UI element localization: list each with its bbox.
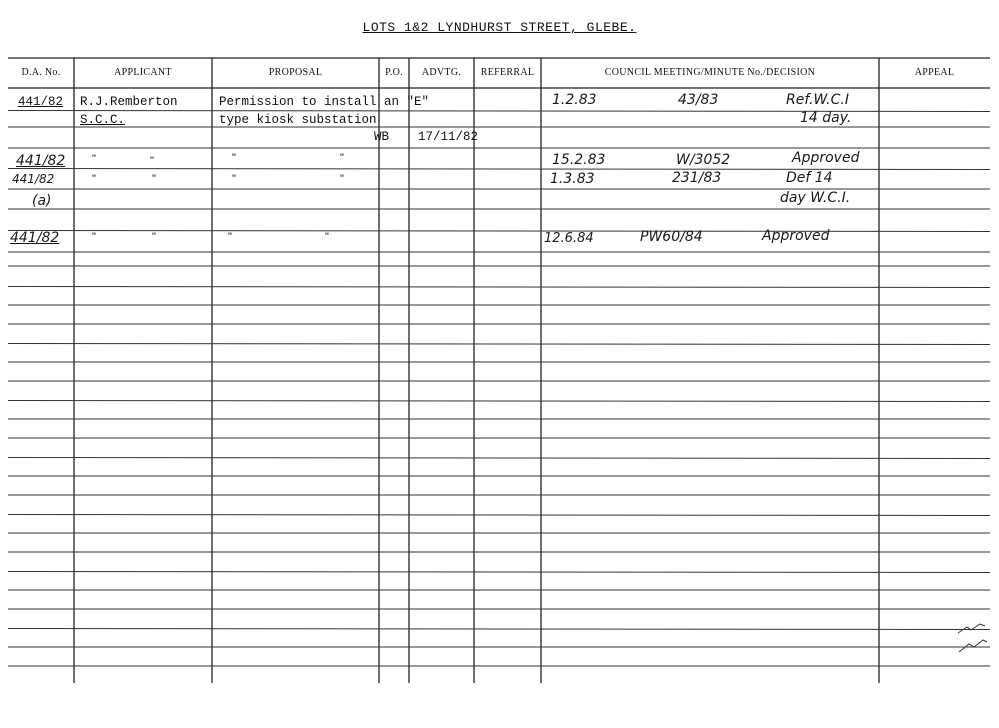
entry-1-advtg: 17/11/82	[418, 130, 479, 144]
ruled-row-line	[8, 515, 990, 516]
entry-4-applicant-ditto-1: "	[92, 231, 96, 243]
header-po: P.O.	[385, 67, 403, 78]
entry-2-applicant-ditto-1: "	[92, 153, 96, 165]
entry-3-proposal-ditto-1: "	[232, 173, 236, 185]
entry-4-minute-no: PW60/84	[640, 229, 703, 245]
header-proposal: PROPOSAL	[268, 67, 323, 78]
entry-2-decision: Approved	[792, 150, 860, 166]
entry-3-minute-no: 231/83	[672, 170, 722, 186]
entry-1-da-no: 441/82	[18, 95, 64, 109]
entry-3-decision-line-2: day W.C.I.	[780, 190, 851, 206]
entry-3-decision-line-1: Def 14	[786, 170, 833, 186]
ruled-row-line	[8, 572, 990, 573]
entry-1-applicant-line-2: S.C.C.	[80, 113, 126, 127]
page-title: LOTS 1&2 LYNDHURST STREET, GLEBE.	[362, 20, 637, 35]
header-da-no: D.A. No.	[21, 67, 61, 78]
header-advtg: ADVTG.	[421, 67, 462, 78]
entry-2-applicant-ditto-2: "	[150, 155, 154, 167]
entry-2-proposal-ditto-2: "	[340, 152, 344, 164]
entry-3-applicant-ditto-2: "	[152, 173, 156, 185]
entry-1-decision-line-1: Ref.W.C.I	[786, 92, 849, 108]
entry-1-decision-line-2: 14 day.	[800, 110, 852, 126]
entry-4-meeting-date: 12.6.84	[544, 231, 594, 246]
entry-2-da-no: 441/82	[16, 153, 66, 169]
entry-1-proposal-line-2: type kiosk substation	[219, 113, 377, 127]
entry-3-da-suffix: (a)	[32, 193, 52, 209]
entry-1-applicant-line-1: R.J.Remberton	[80, 95, 178, 109]
entry-3-proposal-ditto-2: "	[340, 173, 344, 185]
header-applicant: APPLICANT	[114, 67, 172, 78]
entry-1-po: WB	[374, 130, 390, 144]
entry-2-proposal-ditto-1: "	[232, 152, 236, 164]
entry-3-meeting-date: 1.3.83	[550, 171, 595, 187]
ruled-row-line	[8, 401, 990, 402]
entry-4-applicant-ditto-2: "	[152, 231, 156, 243]
header-appeal: APPEAL	[914, 67, 955, 78]
margin-scribble	[955, 620, 991, 660]
header-referral: REFERRAL	[480, 67, 535, 78]
entry-4-proposal-ditto-2: "	[325, 231, 329, 243]
entry-1-minute-no: 43/83	[678, 92, 719, 108]
header-council-decision: COUNCIL MEETING/MINUTE No./DECISION	[604, 67, 816, 78]
entry-4-da-no: 441/82	[10, 230, 60, 246]
ruled-row-line	[8, 169, 990, 170]
entry-4-proposal-ditto-1: "	[228, 231, 232, 243]
entry-3-da-no: 441/82	[12, 172, 55, 186]
entry-4-decision: Approved	[762, 228, 830, 244]
ruled-row-line	[8, 344, 990, 345]
entry-1-meeting-date: 1.2.83	[552, 92, 597, 108]
ruled-row-line	[8, 629, 990, 630]
ruled-row-line	[8, 287, 990, 288]
entry-2-meeting-date: 15.2.83	[552, 152, 606, 168]
entry-3-applicant-ditto-1: "	[92, 173, 96, 185]
ruled-row-line	[8, 458, 990, 459]
entry-1-proposal-line-1: Permission to install an "E"	[219, 95, 430, 109]
entry-2-minute-no: W/3052	[676, 152, 731, 168]
